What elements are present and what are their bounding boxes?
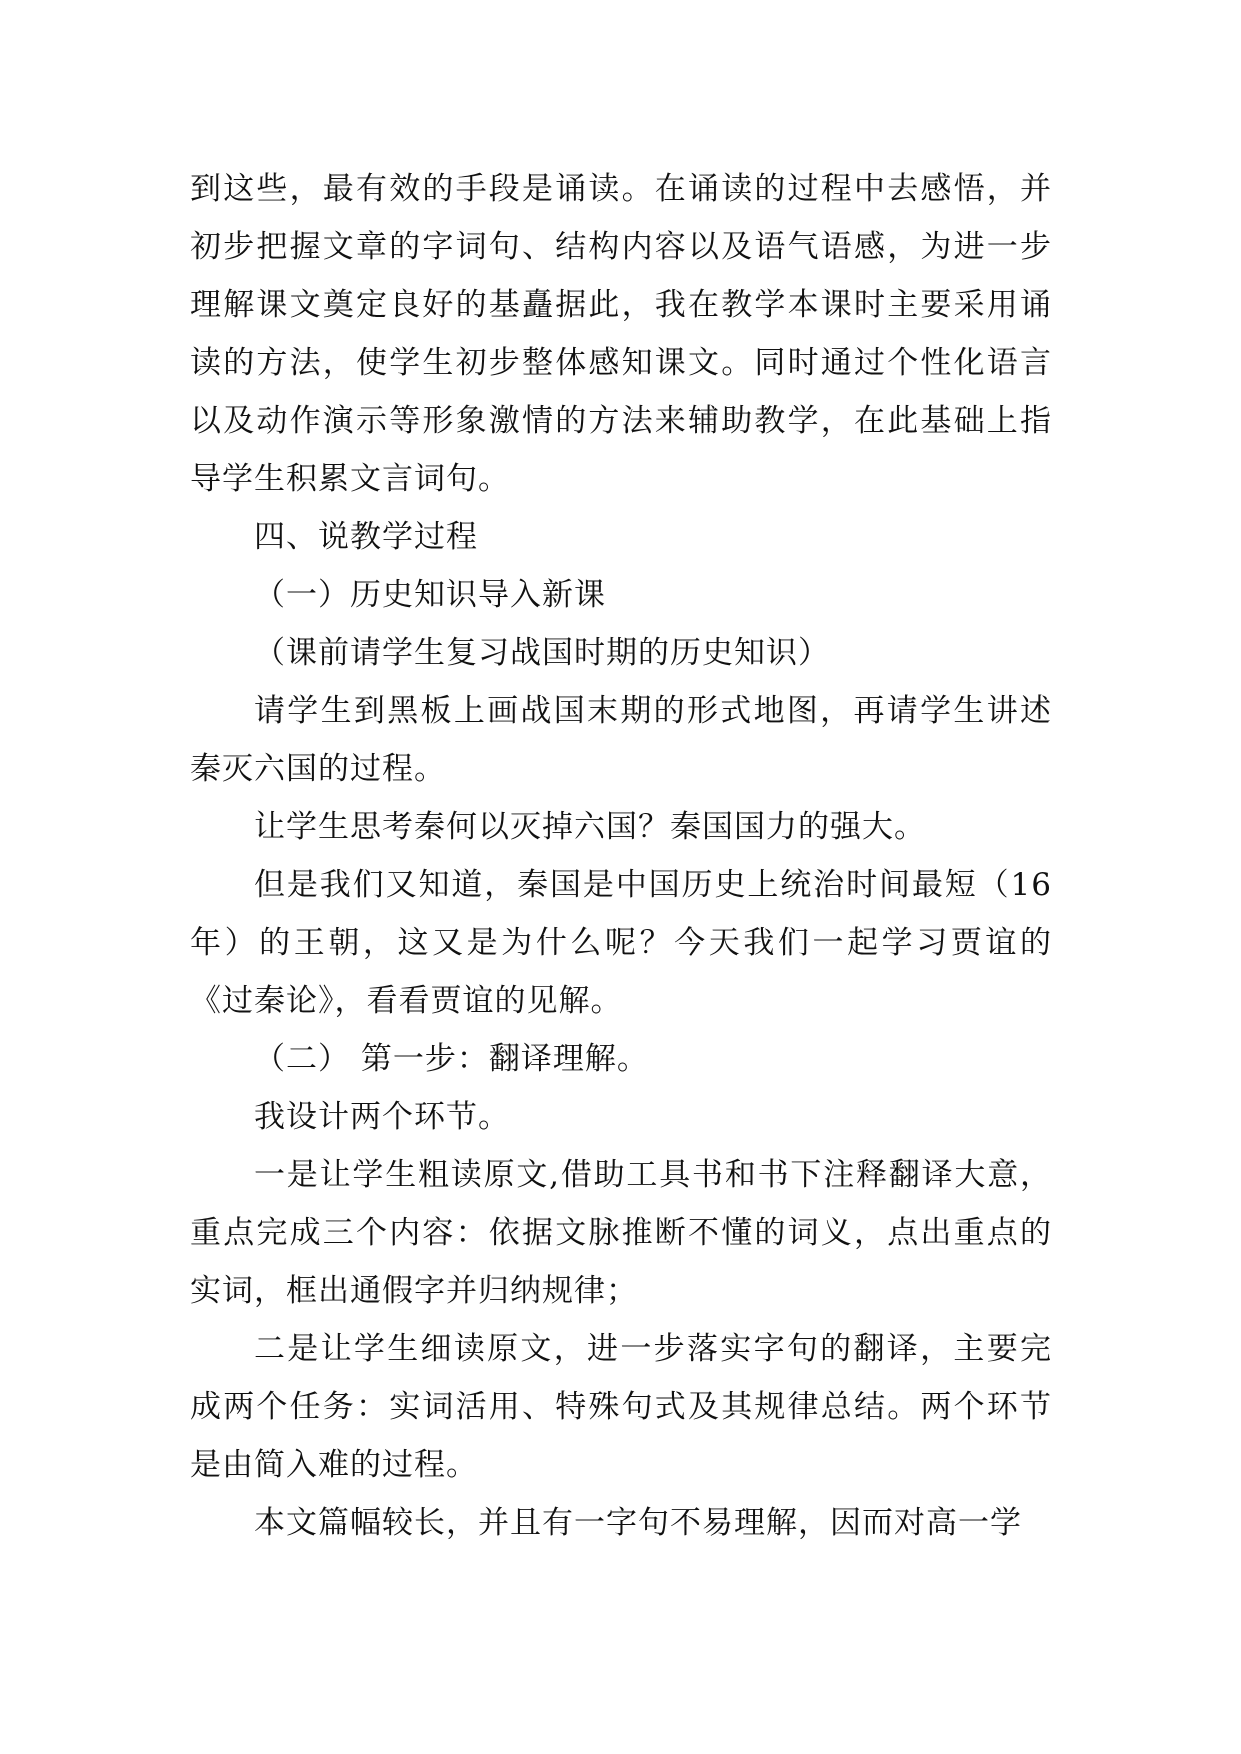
subheading-step-one: （二） 第一步：翻译理解。 (254, 1041, 649, 1077)
subheading-history-intro: （一）历史知识导入新课 (254, 577, 606, 613)
paragraph-preclass-note: （课前请学生复习战国时期的历史知识） (254, 635, 830, 671)
paragraph-question: 让学生思考秦何以灭掉六国？秦国国力的强大。 (254, 809, 926, 845)
paragraph-map-activity: 请学生到黑板上画战国末期的形式地图，再请学生讲述秦灭六国的过程。 (190, 693, 1052, 787)
paragraph-step-first: 一是让学生粗读原文,借助工具书和书下注释翻译大意，重点完成三个内容：依据文脉推断不懂的词义，点出重点的实词，框出通假字并归纳规律； (190, 1157, 1052, 1309)
paragraph-intro-text: 但是我们又知道，秦国是中国历史上统治时间最短（16年）的王朝，这又是为什么呢？今天我们一起学习贾谊的《过秦论》，看看贾谊的见解。 (190, 867, 1052, 1019)
paragraph-continuation: 到这些，最有效的手段是诵读。在诵读的过程中去感悟，并初步把握文章的字词句、结构内容以及语气语感，为进一步理解课文奠定良好的基矗据此，我在教学本课时主要采用诵读的方法，使学生初步整体感知课文。同时通过个性化语言以及动作演示等形象激情的方法来辅助教学，在此基础上指导学生积累文言词句。 (190, 171, 1052, 497)
section-heading-teaching-process: 四、说教学过程 (254, 519, 478, 555)
paragraph-closing: 本文篇幅较长，并且有一字句不易理解，因而对高一学 (254, 1505, 1022, 1541)
paragraph-step-second: 二是让学生细读原文，进一步落实字句的翻译，主要完成两个任务：实词活用、特殊句式及其规律总结。两个环节是由简入难的过程。 (190, 1331, 1052, 1483)
document-body (190, 160, 1052, 1552)
paragraph-two-steps: 我设计两个环节。 (254, 1099, 510, 1135)
